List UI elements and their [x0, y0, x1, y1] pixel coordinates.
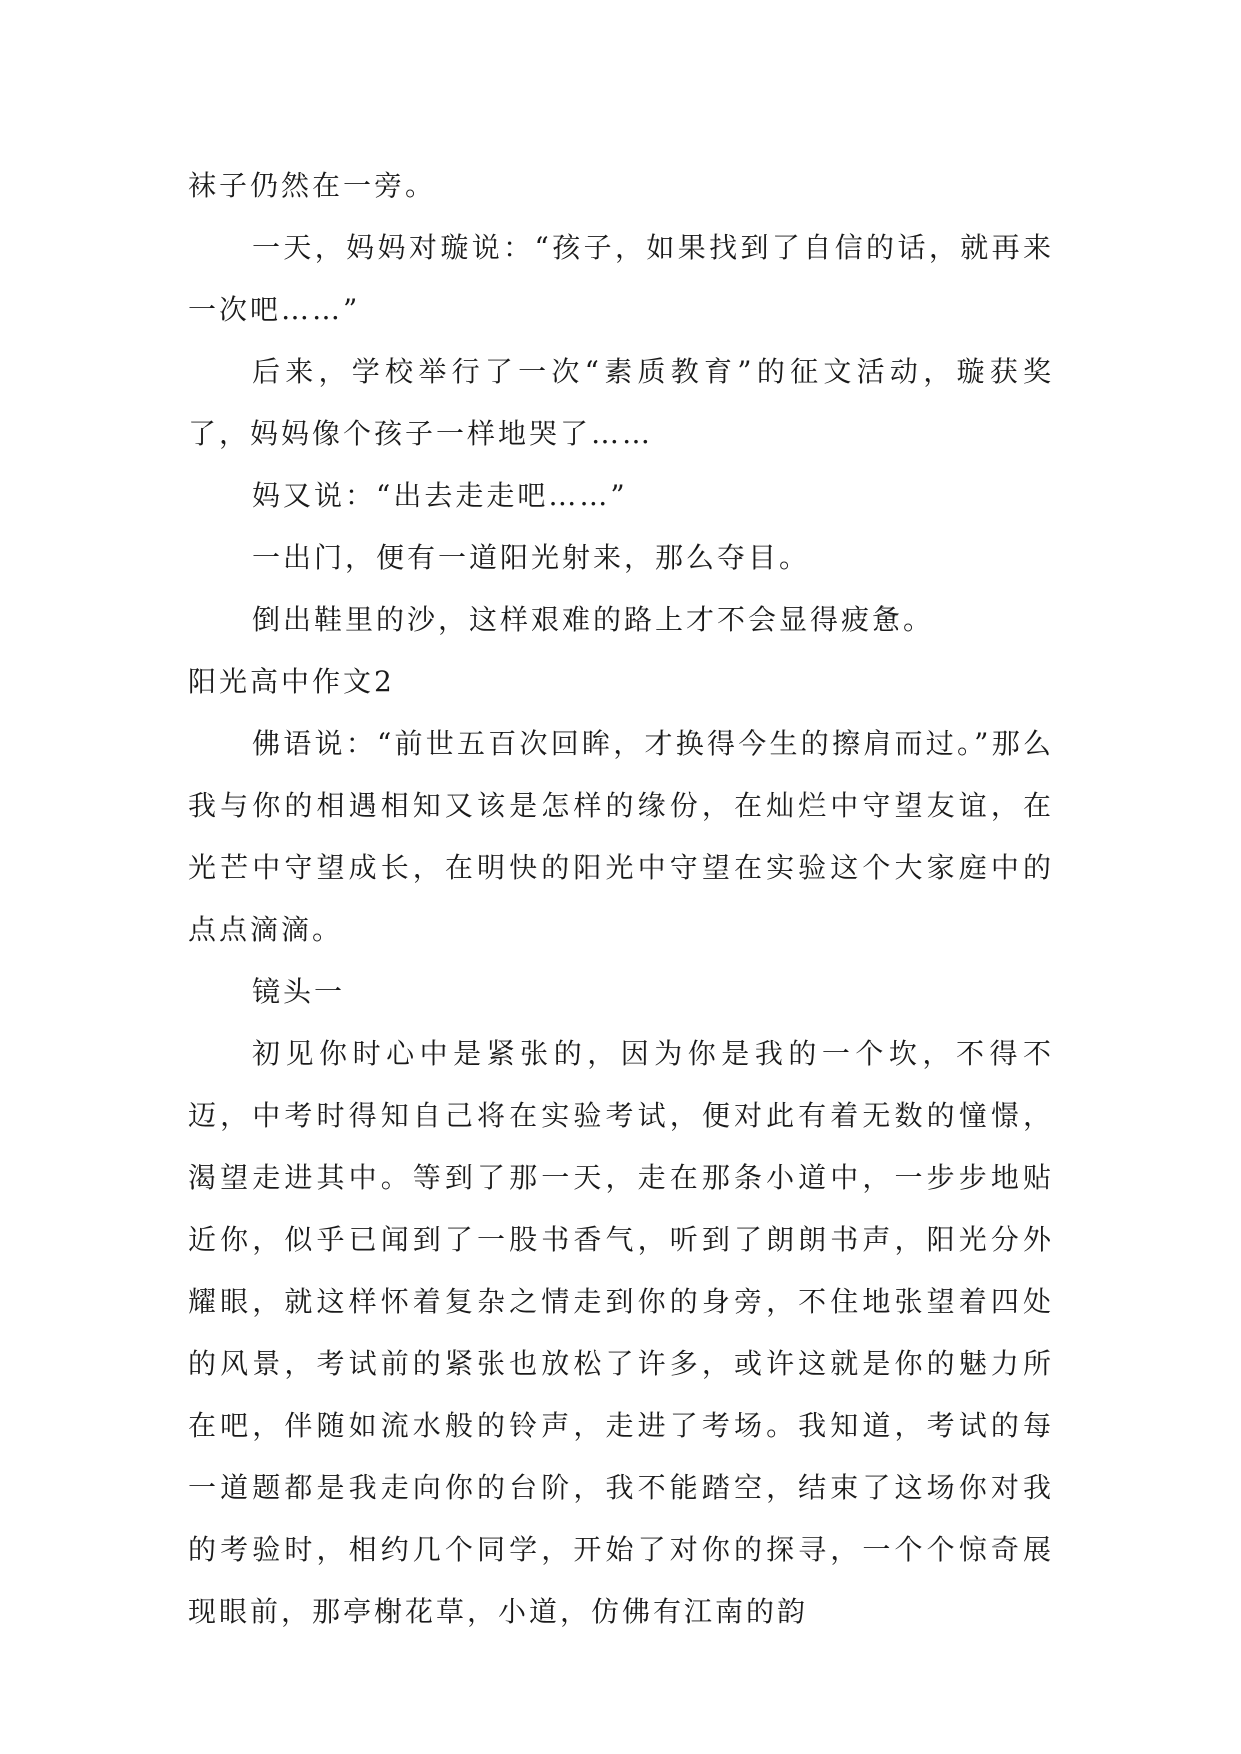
paragraph-3: 后来，学校举行了一次“素质教育”的征文活动，璇获奖了，妈妈像个孩子一样地哭了……: [188, 355, 1054, 450]
section-title: 阳光高中作文2: [188, 665, 395, 698]
paragraph-1: 袜子仍然在一旁。: [188, 169, 437, 202]
paragraph-7: 佛语说：“前世五百次回眸，才换得今生的擦肩而过。”那么我与你的相遇相知又该是怎样的缘份，在灿烂中守望友谊，在光芒中守望成长，在明快的阳光中守望在实验这个大家庭中的点点滴滴。: [188, 727, 1054, 946]
paragraph-2: 一天，妈妈对璇说：“孩子，如果找到了自信的话，就再来一次吧……”: [188, 231, 1054, 326]
paragraph-5: 一出门，便有一道阳光射来，那么夺目。: [252, 541, 811, 574]
essay-body: [188, 155, 1054, 1643]
paragraph-4: 妈又说：“出去走走吧……”: [252, 479, 628, 512]
paragraph-6: 倒出鞋里的沙，这样艰难的路上才不会显得疲惫。: [252, 603, 935, 636]
paragraph-8: 初见你时心中是紧张的，因为你是我的一个坎，不得不迈，中考时得知自己将在实验考试，便对此有着无数的憧憬，渴望走进其中。等到了那一天，走在那条小道中，一步步地贴近你，似乎已闻到了一股书香气，听到了朗朗书声，阳光分外耀眼，就这样怀着复杂之情走到你的身旁，不住地张望着四处的风景，考试前的紧张也放松了许多，或许这就是你的魅力所在吧，伴随如流水般的铃声，走进了考场。我知道，考试的每一道题都是我走向你的台阶，我不能踏空，结束了这场你对我的考验时，相约几个同学，开始了对你的探寻，一个个惊奇展现眼前，那亭榭花草，小道，仿佛有江南的韵: [188, 1037, 1054, 1628]
subheading-shot-one: 镜头一: [252, 975, 346, 1008]
